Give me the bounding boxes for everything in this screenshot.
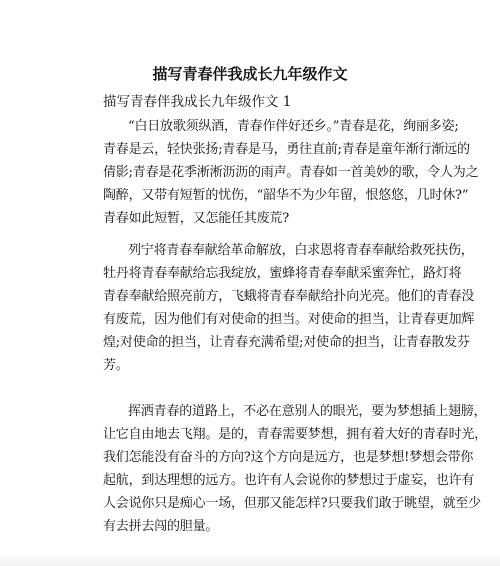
paragraph-line: 青春奉献给照亮前方，飞蛾将青春奉献给扑向光亮。他们的青春没 <box>103 289 475 304</box>
document-title: 描写青春伴我成长九年级作文 <box>152 65 348 83</box>
document-subtitle: 描写青春伴我成长九年级作文 1 <box>103 94 292 110</box>
paragraph-line: 芳。 <box>103 358 129 373</box>
paragraph-line: 陶醉，又带有短暂的忧伤，“韶华不为少年留，恨悠悠，几时休?” <box>103 188 469 203</box>
paragraph-line: 青春是云，轻快张扬;青春是马，勇往直前;青春是童年渐行渐远的 <box>103 142 470 157</box>
paragraph-line: 青春如此短暂，又怎能任其废荒? <box>103 211 289 226</box>
page-bottom-shadow <box>0 553 500 566</box>
paragraph-line: 挥洒青春的道路上，不必在意别人的眼光，要为梦想插上翅膀， <box>128 404 487 419</box>
paragraph-line: 牡丹将青春奉献给忘我绽放，蜜蜂将青春奉献采蜜奔忙，路灯将 <box>103 266 462 281</box>
paragraph-line: 我们怎能没有奋斗的方向?这个方向是远方，也是梦想!梦想会带你 <box>103 450 474 465</box>
paragraph-line: 列宁将青春奉献给革命解放，白求恩将青春奉献给救死扶伤， <box>128 243 474 258</box>
paragraph-line: “白日放歌须纵酒，青春作伴好还乡。”青春是花，绚丽多姿; <box>128 119 459 134</box>
paragraph-line: 有废荒，因为他们有对使命的担当。对使命的担当，让青春更加辉 <box>103 312 475 327</box>
paragraph-line: 倩影;青春是花季淅淅沥沥的雨声。青春如一首美妙的歌，令人为之 <box>103 165 479 180</box>
paragraph-line: 起航，到达理想的远方。也许有人会说你的梦想过于虚妄，也许有 <box>103 473 475 488</box>
paragraph-line: 有去拼去闯的胆量。 <box>103 519 219 534</box>
paragraph-line: 让它自由地去飞翔。是的，青春需要梦想，拥有着大好的青春时光， <box>103 427 488 442</box>
paragraph-line: 人会说你只是痴心一场，但那又能怎样?只要我们敢于眺望，就至少 <box>103 496 481 511</box>
paragraph-line: 煌;对使命的担当，让青春充满希望;对使命的担当，让青春散发芬 <box>103 335 470 350</box>
